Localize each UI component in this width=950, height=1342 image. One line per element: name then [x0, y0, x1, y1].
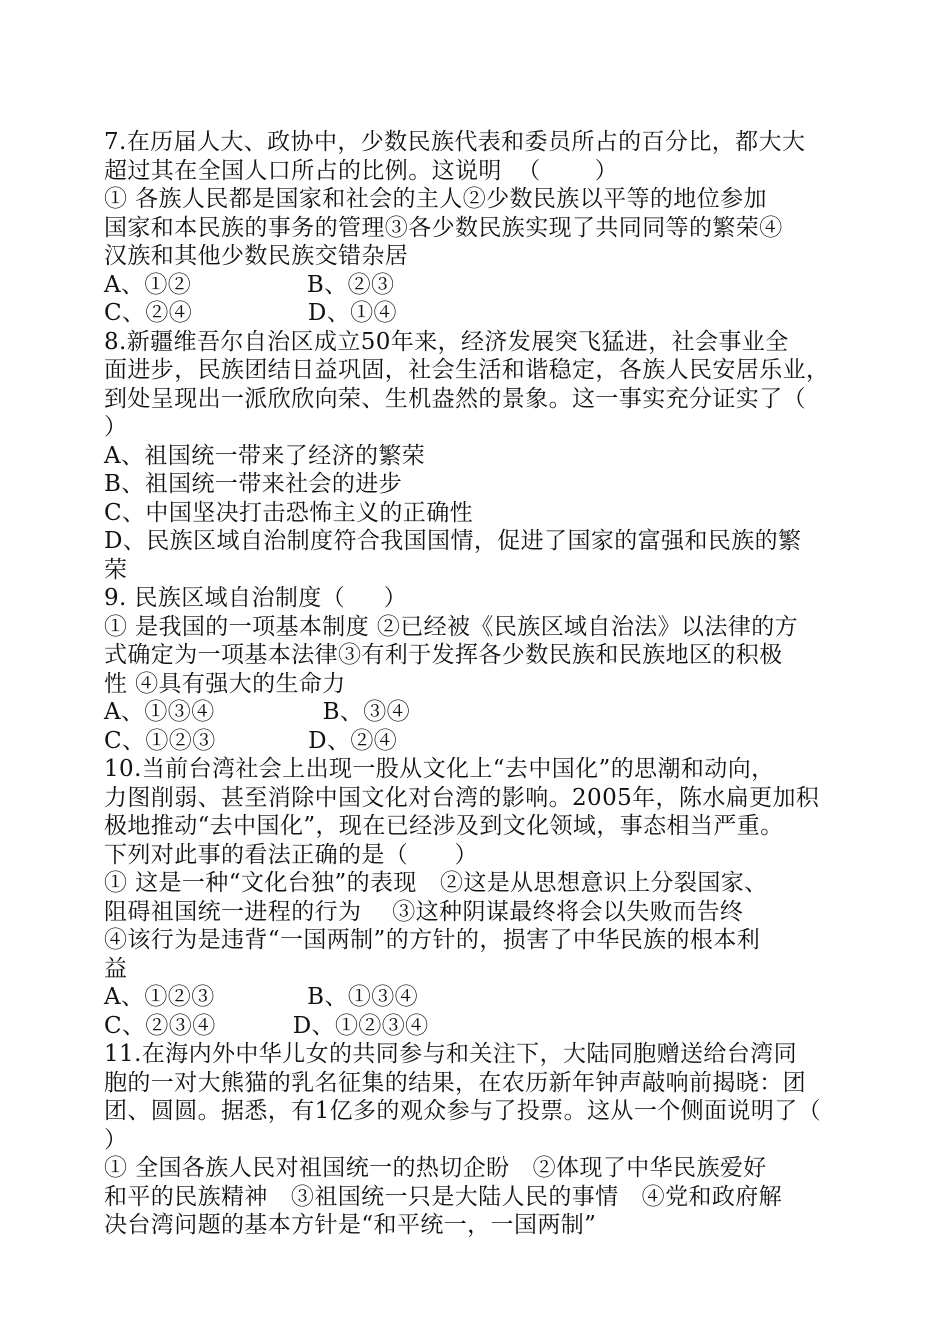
- question-stem: 力图削弱、甚至消除中国文化对台湾的影响。2005年，陈水扁更加积: [104, 784, 820, 811]
- question-8: [104, 328, 864, 585]
- question-statements: ④该行为是违背“一国两制”的方针的，损害了中华民族的根本利: [104, 927, 761, 953]
- question-stem: 到处呈现出一派欣欣向荣、生机盎然的景象。这一事实充分证实了（: [104, 385, 806, 412]
- question-stem: 11.在海内外中华儿女的共同参与和关注下，大陆同胞赠送给台湾同: [104, 1041, 797, 1067]
- question-statements: 国家和本民族的事务的管理③各少数民族实现了共同同等的繁荣④: [104, 214, 783, 241]
- question-statements: 式确定为一项基本法律③有利于发挥各少数民族和民族地区的积极: [104, 642, 783, 668]
- question-statements: 性 ④具有强大的生命力: [104, 670, 346, 697]
- answer-options: C、①②③ D、②④: [104, 727, 398, 754]
- answer-options: C、②④ D、①④: [104, 300, 397, 326]
- question-statements: 阻碍祖国统一进程的行为 ③这种阴谋最终将会以失败而告终: [104, 898, 744, 925]
- question-statements: ① 全国各族人民对祖国统一的热切企盼 ②体现了中华民族爱好: [104, 1155, 767, 1181]
- answer-options: A、①② B、②③: [104, 271, 395, 298]
- question-stem: 9. 民族区域自治制度（ ）: [104, 585, 408, 611]
- document-body: [104, 128, 864, 1240]
- answer-option-a: A、祖国统一带来了经济的繁荣: [104, 442, 426, 469]
- question-statements: 和平的民族精神 ③祖国统一只是大陆人民的事情 ④党和政府解: [104, 1183, 783, 1210]
- question-stem: 10.当前台湾社会上出现一股从文化上“去中国化”的思潮和动向，: [104, 756, 775, 782]
- question-stem: 8.新疆维吾尔自治区成立50年来，经济发展突飞猛进，社会事业全: [104, 328, 789, 355]
- answer-options: A、①③④ B、③④: [104, 699, 411, 725]
- question-stem: 胞的一对大熊猫的乳名征集的结果，在农历新年钟声敲响前揭晓：团: [104, 1069, 806, 1096]
- question-stem: 团、圆圆。据悉，有1亿多的观众参与了投票。这从一个侧面说明了（: [104, 1098, 822, 1124]
- question-statements: 汉族和其他少数民族交错杂居: [104, 243, 409, 269]
- answer-option-c: C、中国坚决打击恐怖主义的正确性: [104, 499, 473, 526]
- question-stem: 超过其在全国人口所占的比例。这说明 （ ）: [104, 157, 618, 184]
- question-11: [104, 1040, 864, 1240]
- question-stem: ）: [104, 414, 128, 440]
- question-statements: 决台湾问题的基本方针是“和平统一，一国两制”: [104, 1212, 597, 1238]
- question-statements: 益: [104, 955, 128, 982]
- question-statements: ① 各族人民都是国家和社会的主人②少数民族以平等的地位参加: [104, 186, 767, 212]
- answer-option-d: 荣: [104, 556, 128, 583]
- question-stem: 7.在历届人大、政协中，少数民族代表和委员所占的百分比，都大大: [104, 129, 806, 155]
- answer-options: A、①②③ B、①③④: [104, 984, 419, 1010]
- answer-options: C、②③④ D、①②③④: [104, 1012, 429, 1039]
- question-7: [104, 128, 864, 328]
- question-stem: 面进步，民族团结日益巩固，社会生活和谐稳定，各族人民安居乐业，: [104, 357, 830, 383]
- answer-option-d: D、民族区域自治制度符合我国国情，促进了国家的富强和民族的繁: [104, 528, 802, 554]
- question-stem: ）: [104, 1126, 128, 1153]
- answer-option-b: B、祖国统一带来社会的进步: [104, 471, 403, 497]
- question-statements: ① 是我国的一项基本制度 ②已经被《民族区域自治法》以法律的方: [104, 613, 799, 640]
- question-stem: 极地推动“去中国化”，现在已经涉及到文化领域，事态相当严重。: [104, 813, 784, 839]
- question-stem: 下列对此事的看法正确的是（ ）: [104, 841, 478, 868]
- question-statements: ① 这是一种“文化台独”的表现 ②这是从思想意识上分裂国家、: [104, 870, 768, 896]
- question-9: [104, 584, 864, 755]
- question-10: [104, 755, 864, 1040]
